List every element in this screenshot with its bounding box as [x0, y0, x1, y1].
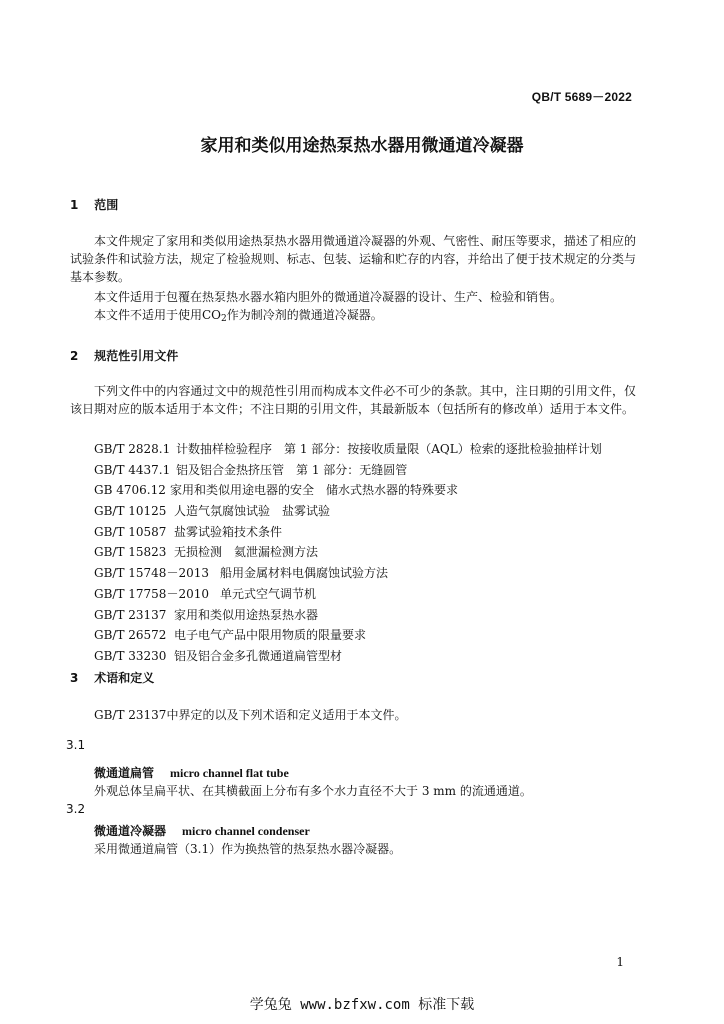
reference-code: GB/T 23137: [94, 607, 167, 622]
reference-code: GB/T 15823: [94, 545, 167, 560]
term-definition: 外观总体呈扁平状、在其横截面上分布有多个水力直径不大于 3 mm 的流通通道。: [94, 784, 532, 798]
section-3-heading: [70, 669, 154, 686]
standard-code: QB/T 5689－2022: [531, 90, 632, 104]
section-title: 术语和定义: [94, 671, 155, 685]
term-name-zh: 微通道冷凝器: [94, 824, 167, 838]
document-title: 家用和类似用途热泵热水器用微通道冷凝器: [200, 136, 524, 156]
scope-paragraph-1: 本文件规定了家用和类似用途热泵热水器用微通道冷凝器的外观、气密性、耐压等要求，描述了相应的试验条件和试验方法，规定了检验规则、标志、包装、运输和贮存的内容，并给出了便于技术规定的分类与基本参数。: [70, 234, 636, 284]
reference-item: [94, 564, 654, 585]
term-name-zh: 微通道扁管: [94, 766, 155, 780]
reference-code: GB 4706.12: [94, 483, 166, 498]
reference-item: [94, 502, 654, 523]
term-name: [94, 764, 289, 781]
section-title: 规范性引用文件: [94, 349, 179, 363]
reference-title: 无损检测 氦泄漏检测方法: [174, 545, 319, 560]
reference-title: 船用金属材料电偶腐蚀试验方法: [220, 566, 389, 581]
reference-item: [94, 523, 654, 544]
reference-title: 铝及铝合金多孔微通道扁管型材: [174, 648, 343, 663]
term-name: [94, 822, 310, 839]
reference-code: GB/T 10125: [94, 504, 167, 519]
section-1-heading: [70, 196, 118, 213]
page-number: 1: [616, 955, 624, 969]
reference-title: 计数抽样检验程序 第 1 部分：按接收质量限（AQL）检索的逐批检验抽样计划: [176, 442, 602, 456]
term-number: 3.2: [66, 802, 86, 816]
reference-code: GB/T 33230: [94, 648, 167, 663]
reference-code: GB/T 17758－2010: [94, 586, 209, 601]
reference-title: 铝及铝合金热挤压管 第 1 部分：无缝圆管: [176, 462, 408, 477]
term-name-en: micro channel flat tube: [170, 766, 289, 780]
para3-subscript: 2: [221, 314, 227, 324]
term-definition: 采用微通道扁管（3.1）作为换热管的热泵热水器冷凝器。: [94, 842, 402, 856]
para3-text-pre: 本文件不适用于使用CO: [94, 308, 222, 322]
reference-title: 人造气氛腐蚀试验 盐雾试验: [174, 504, 331, 519]
reference-item: [94, 543, 654, 564]
term-name-en: micro channel condenser: [182, 824, 310, 838]
section-number: 2: [70, 349, 79, 363]
reference-item: [94, 461, 654, 482]
reference-list: [94, 440, 654, 668]
reference-item: [94, 606, 654, 627]
section-2-heading: [70, 347, 178, 364]
reference-code: GB/T 15748－2013: [94, 566, 209, 581]
reference-title: 盐雾试验箱技术条件: [174, 524, 283, 539]
reference-title: 家用和类似用途电器的安全 储水式热水器的特殊要求: [170, 483, 459, 498]
reference-item: [94, 440, 654, 461]
reference-item: [94, 647, 654, 668]
scope-paragraph-2: 本文件适用于包覆在热泵热水器水箱内胆外的微通道冷凝器的设计、生产、检验和销售。: [94, 290, 563, 304]
section-number: 1: [70, 198, 79, 212]
reference-item: [94, 481, 654, 502]
reference-item: [94, 585, 654, 606]
reference-code: GB/T 2828.1: [94, 442, 171, 456]
reference-code: GB/T 26572: [94, 628, 167, 643]
reference-title: 单元式空气调节机: [220, 586, 317, 601]
reference-title: 电子电气产品中限用物质的限量要求: [174, 628, 367, 643]
section-title: 范围: [94, 198, 119, 212]
watermark-footer: 学兔兔 www.bzfxw.com 标准下载: [249, 997, 475, 1013]
reference-item: [94, 626, 654, 647]
term-number: 3.1: [66, 738, 86, 752]
terms-intro: GB/T 23137中界定的以及下列术语和定义适用于本文件。: [94, 708, 407, 722]
para3-text-post: 作为制冷剂的微通道冷凝器。: [226, 308, 383, 322]
reference-code: GB/T 4437.1: [94, 462, 171, 477]
section-number: 3: [70, 671, 79, 685]
scope-paragraph-3: [70, 306, 636, 324]
references-intro: 下列文件中的内容通过文中的规范性引用而构成本文件必不可少的条款。其中，注日期的引用文件，仅该日期对应的版本适用于本文件；不注日期的引用文件，其最新版本（包括所有的修改单）适用于本文件。: [70, 384, 636, 416]
reference-title: 家用和类似用途热泵热水器: [174, 607, 319, 622]
reference-code: GB/T 10587: [94, 524, 167, 539]
